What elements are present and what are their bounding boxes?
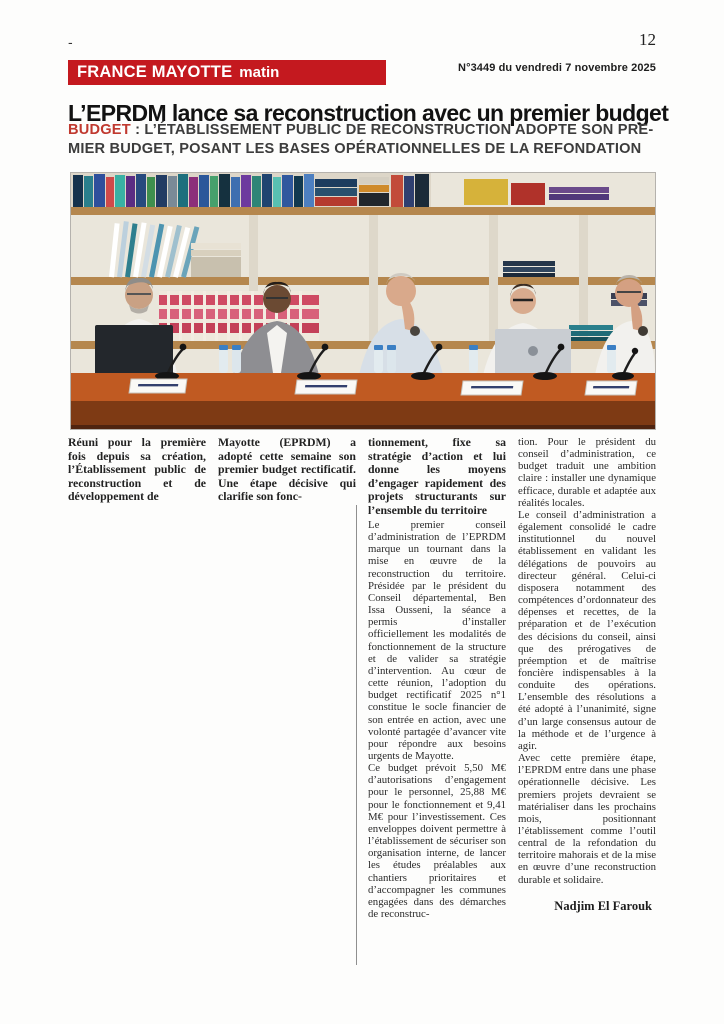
wristwatch — [410, 326, 420, 336]
kicker-label: BUDGET — [68, 122, 131, 138]
wristwatch — [638, 326, 648, 336]
page-number: 12 — [639, 30, 656, 49]
masthead-subtitle: matin — [239, 64, 280, 81]
article-headline: L’EPRDM lance sa reconstruction avec un premier budget — [68, 100, 669, 127]
corner-dash: - — [68, 34, 73, 50]
conference-photo-illustration — [71, 173, 655, 429]
column-divider-rule — [356, 505, 357, 965]
body-column-4 — [518, 436, 656, 966]
article-kicker — [68, 121, 662, 159]
issue-line: N°3449 du vendredi 7 novembre 2025 — [458, 62, 656, 74]
body-column-3 — [368, 519, 506, 967]
paragraph: Avec cette première étape, l’EPRDM entre dans une phase opérationnelle décisive. Les premiers projets devraient se matérialiser dans les prochains mois, positionnant l’établissement comme l’outil central de la refondation du territoire mahorais et de la mise en œuvre d’une reconstruction durable et solidaire. — [518, 752, 656, 886]
kicker-line-2: MIER BUDGET, POSANT LES BASES OPÉRATIONNELLES DE LA REFONDATION — [68, 141, 642, 157]
masthead-title: FRANCE MAYOTTE — [77, 63, 233, 81]
laptop-1 — [89, 325, 181, 379]
article-photo — [70, 172, 656, 430]
book-spines-top — [71, 173, 431, 207]
lede-column-3: tionnement, fixe sa stratégie d’action et lui donne les moyens d’engager rapidement des projets structurants sur l’ensemble du territoire — [368, 435, 506, 517]
author-byline: Nadjim El Farouk — [554, 898, 652, 913]
kicker-line-1-rest: : L’ÉTABLISSEMENT PUBLIC DE RECONSTRUCTION ADOPTE SON PRE- — [130, 122, 654, 138]
lede-column-1: Réuni pour la première fois depuis sa création, l’Établissement public de reconstruction et de développement de — [68, 435, 206, 504]
paragraph: tion. Pour le président du conseil d’administration, ce budget traduit une ambition claire : installer une dynamique efficace, durable et adaptée aux réalités locales. — [518, 436, 656, 509]
laptop-4 — [489, 329, 579, 379]
paragraph: Le conseil d’administration a également consolidé le cadre institutionnel du nouvel établissement en validant les délégations de pouvoirs au directeur général. Celui-ci disposera notamment des compétences d’ordonnateur des dépenses et recettes, de la préparation et de l’exécution des décisions du conseil, ainsi que des prérogatives de préemption et de maîtrise foncière indispensables à la conduite des opérations. L’ensemble des résolutions a été adopté à l’unanimité, signe d’un large consensus autour de la méthode et de l’urgence à agir. — [518, 508, 656, 752]
kicker-line-1 — [68, 121, 662, 140]
lede-column-2: Mayotte (EPRDM) a adopté cette semaine son premier budget rectificatif. Une étape décisive qui clarifie son fonc- — [218, 435, 356, 504]
paragraph: Le premier conseil d’administration de l’EPRDM marque un tournant dans la mise en œuvre de la reconstruction du territoire. Présidée par le président du Conseil départemental, Ben Issa Ousseni, la séance a permis d’installer officiellement les modalités de fonctionnement de la structure et de valider sa stratégie d’intervention. Au cœur de cette réunion, l’adoption du budget rectificatif 2025 n°1 constitue le socle financier de son entrée en action, avec une volonté partagée d’avancer vite pour répondre aux besoins urgents de Mayotte. — [368, 519, 506, 762]
yellow-binder — [464, 179, 508, 205]
paragraph: Ce budget prévoit 5,50 M€ d’autorisations d’engagement pour le personnel, 25,88 M€ pour le fonctionnement et 9,41 M€ pour l’investissement. Ces enveloppes doivent permettre à l’établissement de sécuriser son organisation interne, de lancer les études préalables aux chantiers prioritaires et d’accompagner les communes engagées dans des démarches de reconstruc- — [368, 762, 506, 920]
masthead-banner — [68, 60, 386, 85]
